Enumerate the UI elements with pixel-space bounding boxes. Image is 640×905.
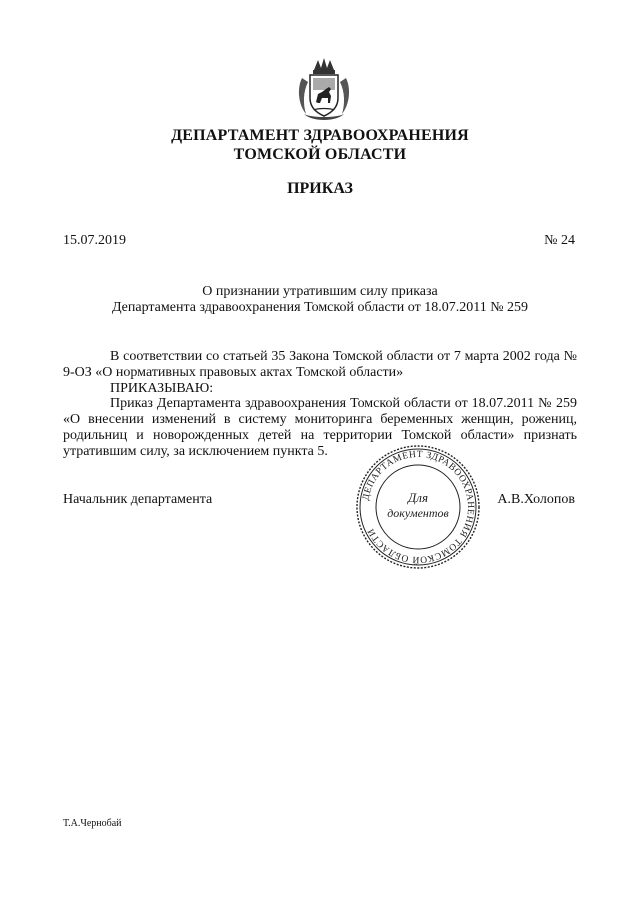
signatory-title: Начальник департамента xyxy=(63,492,213,507)
stamp-center-line1: Для xyxy=(408,490,428,505)
order-paragraph: Приказ Департамента здравоохранения Томской области от 18.07.2011 № 259 «О внесении изменений в систему мониторинга беременных женщин, рожениц, родильниц и новорожденных детей на территории Томской области» признать утратившим силу, за исключением пункта 5. xyxy=(63,396,577,459)
coat-of-arms-icon xyxy=(296,56,352,124)
stamp-center-line2: документов xyxy=(387,506,449,520)
subject-line1: О признании утратившим силу приказа xyxy=(202,284,438,299)
document-date: 15.07.2019 xyxy=(63,233,126,248)
stamp-ring-text: ДЕПАРТАМЕНТ ЗДРАВООХРАНЕНИЯ ТОМСКОЙ ОБЛАСТИ xyxy=(361,449,476,565)
document-kind: ПРИКАЗ xyxy=(287,180,353,197)
executor-name: Т.А.Чернобай xyxy=(63,818,122,829)
official-stamp xyxy=(353,442,483,572)
document-number: № 24 xyxy=(544,233,575,248)
subject-line2: Департамента здравоохранения Томской области от 18.07.2011 № 259 xyxy=(111,300,529,315)
preamble-paragraph: В соответствии со статьей 35 Закона Томской области от 7 марта 2002 года № 9-ОЗ «О нормативных правовых актах Томской области» xyxy=(63,349,577,380)
order-word: ПРИКАЗЫВАЮ: xyxy=(110,381,214,396)
document-subject xyxy=(0,284,640,316)
department-title-line1: ДЕПАРТАМЕНТ ЗДРАВООХРАНЕНИЯ xyxy=(171,127,469,144)
department-title xyxy=(0,126,640,164)
signatory-name: А.В.Холопов xyxy=(497,492,575,507)
department-title-line2: ТОМСКОЙ ОБЛАСТИ xyxy=(233,146,407,163)
